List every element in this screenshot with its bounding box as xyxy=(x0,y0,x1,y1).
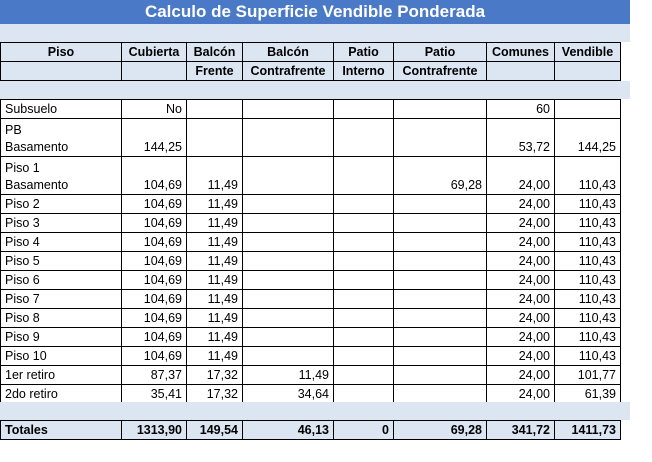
cell-cubierta: 87,37 xyxy=(122,366,187,385)
totals-table xyxy=(0,420,621,440)
row-label: Piso 9 xyxy=(1,328,122,347)
cell-balcon-frente: 11,49 xyxy=(187,328,243,347)
cell-vendible: 144,25 xyxy=(555,119,621,157)
header-row-2 xyxy=(1,62,621,81)
totals-comunes: 341,72 xyxy=(487,421,555,440)
cell-cubierta: 104,69 xyxy=(122,271,187,290)
row-label: Piso 4 xyxy=(1,233,122,252)
header-cell: Frente xyxy=(187,62,243,81)
cell-balcon-contrafrente xyxy=(243,195,334,214)
cell-patio-contrafrente xyxy=(394,233,487,252)
cell-vendible: 110,43 xyxy=(555,290,621,309)
cell-comunes: 24,00 xyxy=(487,252,555,271)
row-label: 1er retiro xyxy=(1,366,122,385)
cell-vendible: 110,43 xyxy=(555,195,621,214)
spacer-band-bottom xyxy=(0,402,630,420)
cell-cubierta: 35,41 xyxy=(122,385,187,404)
table-row xyxy=(1,347,621,366)
table-row xyxy=(1,366,621,385)
cell-patio-interno xyxy=(334,347,394,366)
header-cell: Patio xyxy=(394,43,487,62)
cell-patio-contrafrente xyxy=(394,252,487,271)
cell-patio-contrafrente xyxy=(394,347,487,366)
cell-balcon-frente: 17,32 xyxy=(187,366,243,385)
cell-balcon-contrafrente xyxy=(243,271,334,290)
row-label: Piso 6 xyxy=(1,271,122,290)
cell-patio-interno xyxy=(334,100,394,119)
cell-balcon-contrafrente: 34,64 xyxy=(243,385,334,404)
cell-cubierta: 104,69 xyxy=(122,214,187,233)
cell-comunes: 24,00 xyxy=(487,290,555,309)
cell-comunes: 24,00 xyxy=(487,328,555,347)
cell-vendible: 110,43 xyxy=(555,309,621,328)
row-label: Subsuelo xyxy=(1,100,122,119)
totals-row xyxy=(1,421,621,440)
header-cell: Balcón xyxy=(243,43,334,62)
totals-patio-contrafrente: 69,28 xyxy=(394,421,487,440)
table-row xyxy=(1,157,621,195)
row-label: Piso 7 xyxy=(1,290,122,309)
cell-balcon-contrafrente xyxy=(243,290,334,309)
cell-balcon-contrafrente xyxy=(243,233,334,252)
table-row xyxy=(1,195,621,214)
cell-patio-interno xyxy=(334,214,394,233)
cell-patio-contrafrente xyxy=(394,119,487,157)
header-cell: Comunes xyxy=(487,43,555,62)
cell-cubierta: 104,69 xyxy=(122,157,187,195)
table-row xyxy=(1,119,621,157)
cell-balcon-frente xyxy=(187,100,243,119)
header-cell: Vendible xyxy=(555,43,621,62)
table-row xyxy=(1,252,621,271)
cell-vendible: 110,43 xyxy=(555,252,621,271)
table-row xyxy=(1,328,621,347)
cell-patio-contrafrente xyxy=(394,290,487,309)
header-cell: Interno xyxy=(334,62,394,81)
header-cell: Cubierta xyxy=(122,43,187,62)
totals-vendible: 1411,73 xyxy=(555,421,621,440)
cell-comunes: 24,00 xyxy=(487,366,555,385)
cell-cubierta: 104,69 xyxy=(122,347,187,366)
cell-balcon-contrafrente xyxy=(243,347,334,366)
cell-vendible: 110,43 xyxy=(555,233,621,252)
cell-balcon-frente: 11,49 xyxy=(187,347,243,366)
cell-patio-interno xyxy=(334,328,394,347)
cell-balcon-frente xyxy=(187,119,243,157)
row-label: Piso 8 xyxy=(1,309,122,328)
cell-balcon-contrafrente xyxy=(243,157,334,195)
cell-comunes: 24,00 xyxy=(487,157,555,195)
table-row xyxy=(1,233,621,252)
cell-patio-interno xyxy=(334,385,394,404)
cell-balcon-contrafrente xyxy=(243,100,334,119)
header-cell: Piso xyxy=(1,43,122,62)
sheet-title: Calculo de Superficie Vendible Ponderada xyxy=(0,0,630,24)
cell-patio-interno xyxy=(334,157,394,195)
cell-patio-contrafrente xyxy=(394,385,487,404)
totals-cubierta: 1313,90 xyxy=(122,421,187,440)
cell-patio-interno xyxy=(334,366,394,385)
cell-patio-interno xyxy=(334,290,394,309)
cell-balcon-contrafrente xyxy=(243,328,334,347)
cell-patio-interno xyxy=(334,309,394,328)
header-cell: Patio xyxy=(334,43,394,62)
spacer-band-mid xyxy=(0,81,630,99)
table-row xyxy=(1,214,621,233)
header-cell xyxy=(555,62,621,81)
row-label: Piso 2 xyxy=(1,195,122,214)
header-cell xyxy=(487,62,555,81)
cell-patio-contrafrente xyxy=(394,195,487,214)
cell-balcon-contrafrente: 11,49 xyxy=(243,366,334,385)
header-cell xyxy=(1,62,122,81)
cell-cubierta: 104,69 xyxy=(122,309,187,328)
header-cell: Balcón xyxy=(187,43,243,62)
header-table xyxy=(0,42,621,81)
cell-patio-contrafrente xyxy=(394,100,487,119)
cell-patio-contrafrente xyxy=(394,214,487,233)
cell-cubierta: 104,69 xyxy=(122,290,187,309)
totals-patio-interno: 0 xyxy=(334,421,394,440)
cell-balcon-contrafrente xyxy=(243,214,334,233)
cell-patio-contrafrente xyxy=(394,366,487,385)
cell-balcon-frente: 11,49 xyxy=(187,271,243,290)
row-label: 2do retiro xyxy=(1,385,122,404)
header-cell: Contrafrente xyxy=(243,62,334,81)
cell-vendible: 110,43 xyxy=(555,328,621,347)
cell-balcon-frente: 11,49 xyxy=(187,214,243,233)
table-row xyxy=(1,100,621,119)
row-label: PB Basamento xyxy=(1,119,122,157)
table-row xyxy=(1,290,621,309)
data-table xyxy=(0,99,621,404)
row-label: Piso 3 xyxy=(1,214,122,233)
cell-vendible: 110,43 xyxy=(555,271,621,290)
cell-cubierta: 104,69 xyxy=(122,195,187,214)
row-label: Piso 1 Basamento xyxy=(1,157,122,195)
cell-cubierta: 104,69 xyxy=(122,252,187,271)
cell-comunes: 24,00 xyxy=(487,195,555,214)
cell-patio-interno xyxy=(334,119,394,157)
cell-comunes: 24,00 xyxy=(487,233,555,252)
header-row-1 xyxy=(1,43,621,62)
cell-balcon-frente: 11,49 xyxy=(187,157,243,195)
cell-cubierta: 104,69 xyxy=(122,233,187,252)
cell-balcon-contrafrente xyxy=(243,252,334,271)
table-row xyxy=(1,309,621,328)
row-label: Piso 10 xyxy=(1,347,122,366)
cell-balcon-frente: 11,49 xyxy=(187,233,243,252)
cell-patio-interno xyxy=(334,271,394,290)
cell-comunes: 24,00 xyxy=(487,271,555,290)
cell-patio-contrafrente xyxy=(394,309,487,328)
cell-comunes: 24,00 xyxy=(487,309,555,328)
totals-balcon-frente: 149,54 xyxy=(187,421,243,440)
totals-label: Totales xyxy=(1,421,122,440)
cell-vendible: 101,77 xyxy=(555,366,621,385)
cell-vendible: 110,43 xyxy=(555,157,621,195)
totals-balcon-contrafrente: 46,13 xyxy=(243,421,334,440)
cell-balcon-frente: 11,49 xyxy=(187,195,243,214)
cell-cubierta: 144,25 xyxy=(122,119,187,157)
cell-patio-contrafrente xyxy=(394,271,487,290)
cell-comunes: 24,00 xyxy=(487,385,555,404)
cell-comunes: 60 xyxy=(487,100,555,119)
cell-patio-contrafrente xyxy=(394,328,487,347)
cell-cubierta: No xyxy=(122,100,187,119)
cell-patio-contrafrente: 69,28 xyxy=(394,157,487,195)
header-cell: Contrafrente xyxy=(394,62,487,81)
spacer-band-top xyxy=(0,24,630,42)
cell-vendible: 61,39 xyxy=(555,385,621,404)
row-label: Piso 5 xyxy=(1,252,122,271)
cell-patio-interno xyxy=(334,252,394,271)
cell-comunes: 24,00 xyxy=(487,347,555,366)
cell-comunes: 53,72 xyxy=(487,119,555,157)
cell-patio-interno xyxy=(334,195,394,214)
cell-vendible: 110,43 xyxy=(555,347,621,366)
cell-balcon-frente: 17,32 xyxy=(187,385,243,404)
cell-balcon-frente: 11,49 xyxy=(187,252,243,271)
cell-balcon-frente: 11,49 xyxy=(187,309,243,328)
cell-balcon-frente: 11,49 xyxy=(187,290,243,309)
cell-vendible xyxy=(555,100,621,119)
table-row xyxy=(1,385,621,404)
table-row xyxy=(1,271,621,290)
cell-comunes: 24,00 xyxy=(487,214,555,233)
cell-cubierta: 104,69 xyxy=(122,328,187,347)
cell-vendible: 110,43 xyxy=(555,214,621,233)
cell-patio-interno xyxy=(334,233,394,252)
cell-balcon-contrafrente xyxy=(243,119,334,157)
cell-balcon-contrafrente xyxy=(243,309,334,328)
header-cell xyxy=(122,62,187,81)
